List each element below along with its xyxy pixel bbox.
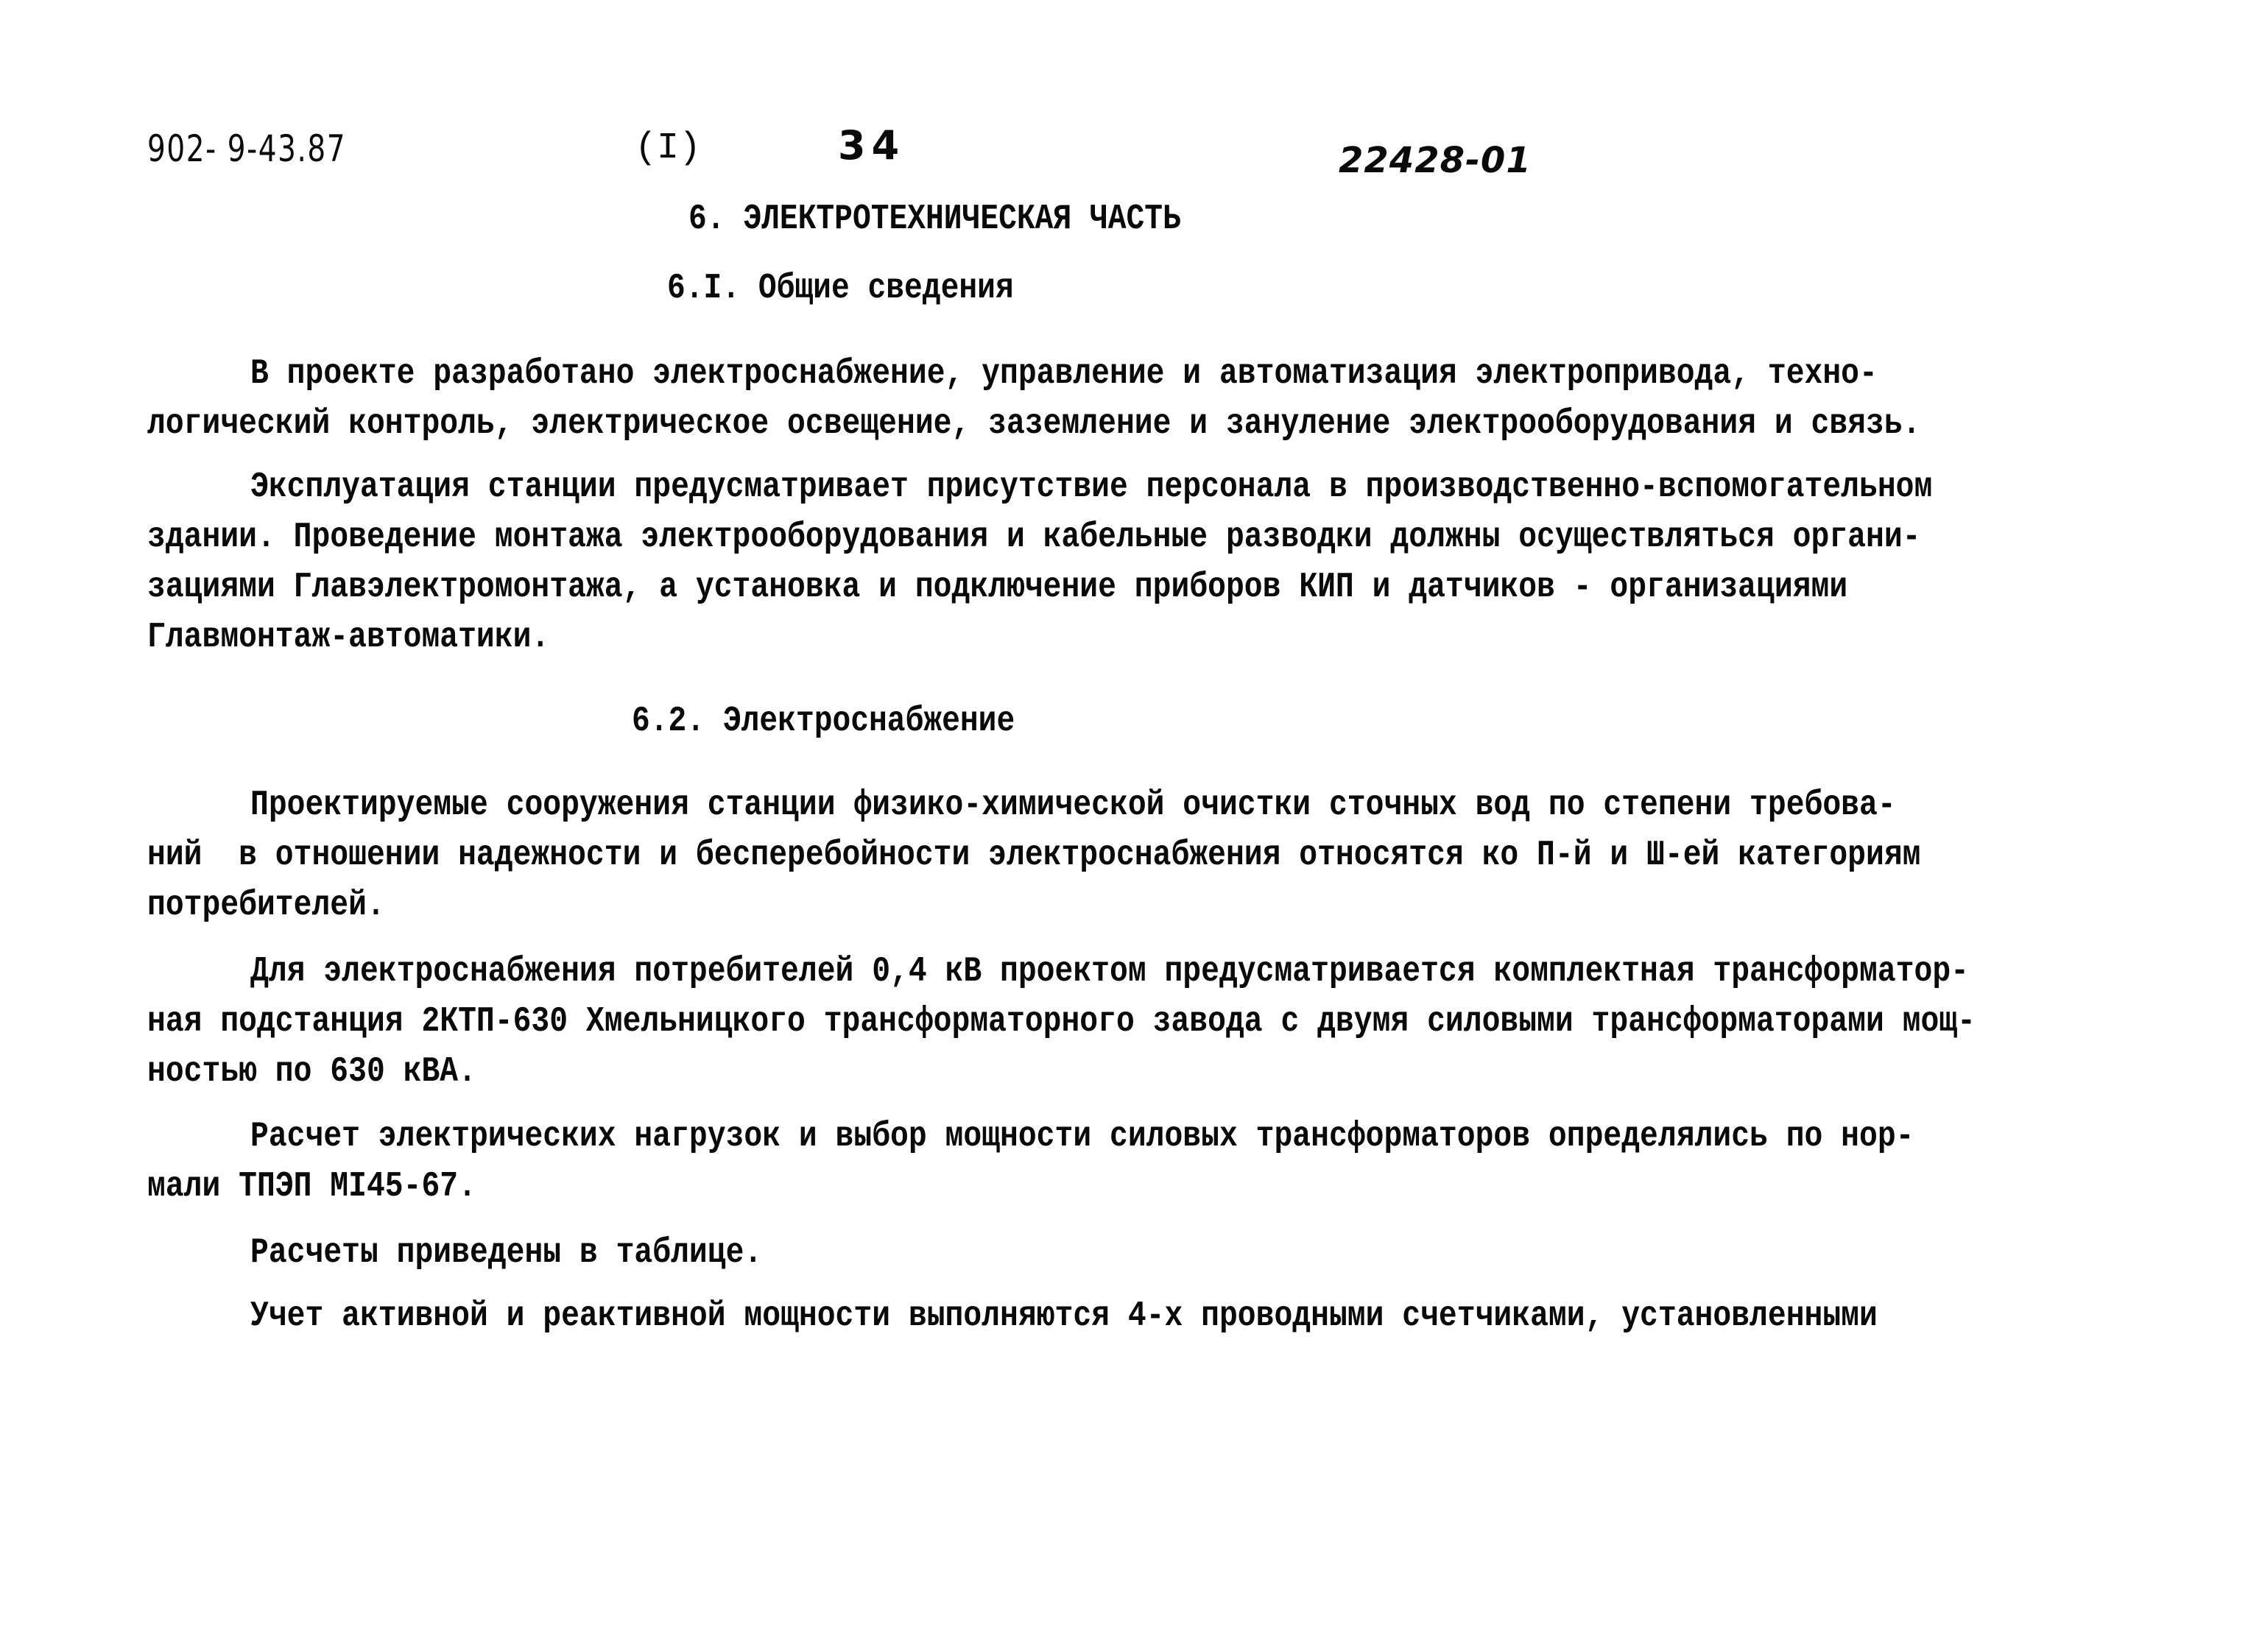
text-line: Главмонтаж-автоматики.	[147, 618, 550, 657]
text-line: здании. Проведение монтажа электрооборудования и кабельные разводки должны осуществляться органи-	[147, 518, 1921, 557]
text-line: Эксплуатация станции предусматривает присутствие персонала в производственно-вспомогательном	[250, 467, 1933, 507]
text-line: ний в отношении надежности и бесперебойности электроснабжения относятся ко П-й и Ш-ей категориям	[147, 836, 1921, 875]
text-line: ностью по 630 кВА.	[147, 1052, 476, 1092]
text-line: Расчеты приведены в таблице.	[250, 1233, 763, 1273]
document-code: 902- 9-43.87	[147, 127, 347, 170]
text-line: Для электроснабжения потребителей 0,4 кВ проектом предусматривается комплектная трансформатор-	[250, 952, 1969, 992]
inventory-stamp: 22428-01	[1339, 140, 1532, 181]
text-line: Учет активной и реактивной мощности выполняются 4-х проводными счетчиками, установленными	[250, 1296, 1878, 1336]
text-line: Проектируемые сооружения станции физико-химической очистки сточных вод по степени требова-	[250, 786, 1896, 825]
text-line: мали ТПЭП МI45-67.	[147, 1167, 476, 1207]
page-number: 34	[838, 122, 906, 169]
text-line: логический контроль, электрическое освещение, заземление и зануление электрооборудования и связь.	[147, 404, 1921, 444]
subsection-title-power-supply: 6.2. Электроснабжение	[632, 702, 1015, 741]
text-line: потребителей.	[147, 886, 385, 925]
text-line: Расчет электрических нагрузок и выбор мощности силовых трансформаторов определялись по нор-	[250, 1117, 1914, 1157]
subsection-title-general: 6.I. Общие сведения	[667, 269, 1014, 308]
text-line: ная подстанция 2КТП-630 Хмельницкого трансформаторного завода с двумя силовыми трансформаторами мощ-	[147, 1002, 1976, 1042]
part-number: (I)	[635, 127, 702, 169]
section-title: 6. ЭЛЕКТРОТЕХНИЧЕСКАЯ ЧАСТЬ	[688, 200, 1181, 239]
text-line: В проекте разработано электроснабжение, управление и автоматизация электропривода, техно-	[250, 354, 1878, 394]
text-line: зациями Главэлектромонтажа, а установка и подключение приборов КИП и датчиков - организациями	[147, 568, 1848, 607]
